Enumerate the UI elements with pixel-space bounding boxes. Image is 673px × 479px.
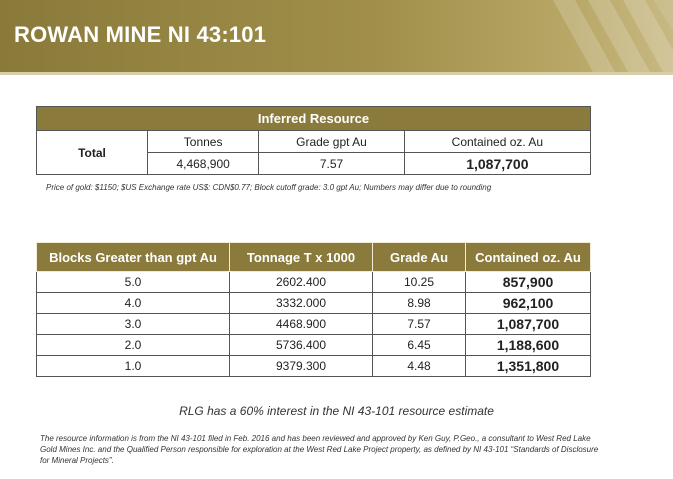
cell-grade: 4.48 xyxy=(373,356,466,377)
contained-oz-value: 1,087,700 xyxy=(404,153,590,175)
cell-oz: 857,900 xyxy=(466,272,591,293)
chevron-logo-icon xyxy=(533,0,673,72)
page-title: ROWAN MINE NI 43:101 xyxy=(14,22,267,47)
cell-grade: 6.45 xyxy=(373,335,466,356)
col-blocks: Blocks Greater than gpt Au xyxy=(37,243,230,272)
cell-blocks: 1.0 xyxy=(37,356,230,377)
inferred-title: Inferred Resource xyxy=(37,107,591,131)
tonnes-value: 4,468,900 xyxy=(148,153,259,175)
cell-blocks: 4.0 xyxy=(37,293,230,314)
cell-tonnage: 9379.300 xyxy=(230,356,373,377)
cell-oz: 1,351,800 xyxy=(466,356,591,377)
table-row xyxy=(37,314,591,335)
table-row xyxy=(37,272,591,293)
col-tonnage: Tonnage T x 1000 xyxy=(230,243,373,272)
price-footnote: Price of gold: $1150; $US Exchange rate US$: CDN$0.77; Block cutoff grade: 3.0 gpt Au; Numbers may differ due to rounding xyxy=(46,183,492,192)
cell-blocks: 3.0 xyxy=(37,314,230,335)
cell-tonnage: 3332.000 xyxy=(230,293,373,314)
cell-blocks: 5.0 xyxy=(37,272,230,293)
col-grade: Grade gpt Au xyxy=(259,131,404,153)
cell-grade: 8.98 xyxy=(373,293,466,314)
table-row xyxy=(37,293,591,314)
cell-tonnage: 4468.900 xyxy=(230,314,373,335)
cell-tonnage: 2602.400 xyxy=(230,272,373,293)
cell-oz: 1,087,700 xyxy=(466,314,591,335)
qualified-person-note: The resource information is from the NI 43-101 filed in Feb. 2016 and has been reviewed and approved by Ken Guy, P.Geo., a consultant to West Red Lake Gold Mines Inc. and the Qualified Person responsible for exploration at the West Red Lake Project property, as defined by NI 43-101 “Standards of Disclosure for Mineral Projects”. xyxy=(40,434,599,465)
inferred-resource-table xyxy=(36,106,591,175)
cell-grade: 10.25 xyxy=(373,272,466,293)
cell-grade: 7.57 xyxy=(373,314,466,335)
cell-oz: 962,100 xyxy=(466,293,591,314)
blocks-table xyxy=(36,242,591,377)
header-banner xyxy=(0,0,673,72)
col-contained-oz: Contained oz. Au xyxy=(404,131,590,153)
table-row xyxy=(37,335,591,356)
interest-note: RLG has a 60% interest in the NI 43-101 resource estimate xyxy=(179,404,494,418)
header-divider xyxy=(0,72,673,75)
cell-blocks: 2.0 xyxy=(37,335,230,356)
col-tonnes: Tonnes xyxy=(148,131,259,153)
cell-oz: 1,188,600 xyxy=(466,335,591,356)
col-grade-au: Grade Au xyxy=(373,243,466,272)
cell-tonnage: 5736.400 xyxy=(230,335,373,356)
col-contained-oz-au: Contained oz. Au xyxy=(466,243,591,272)
table-row xyxy=(37,356,591,377)
grade-value: 7.57 xyxy=(259,153,404,175)
total-label: Total xyxy=(37,131,148,175)
